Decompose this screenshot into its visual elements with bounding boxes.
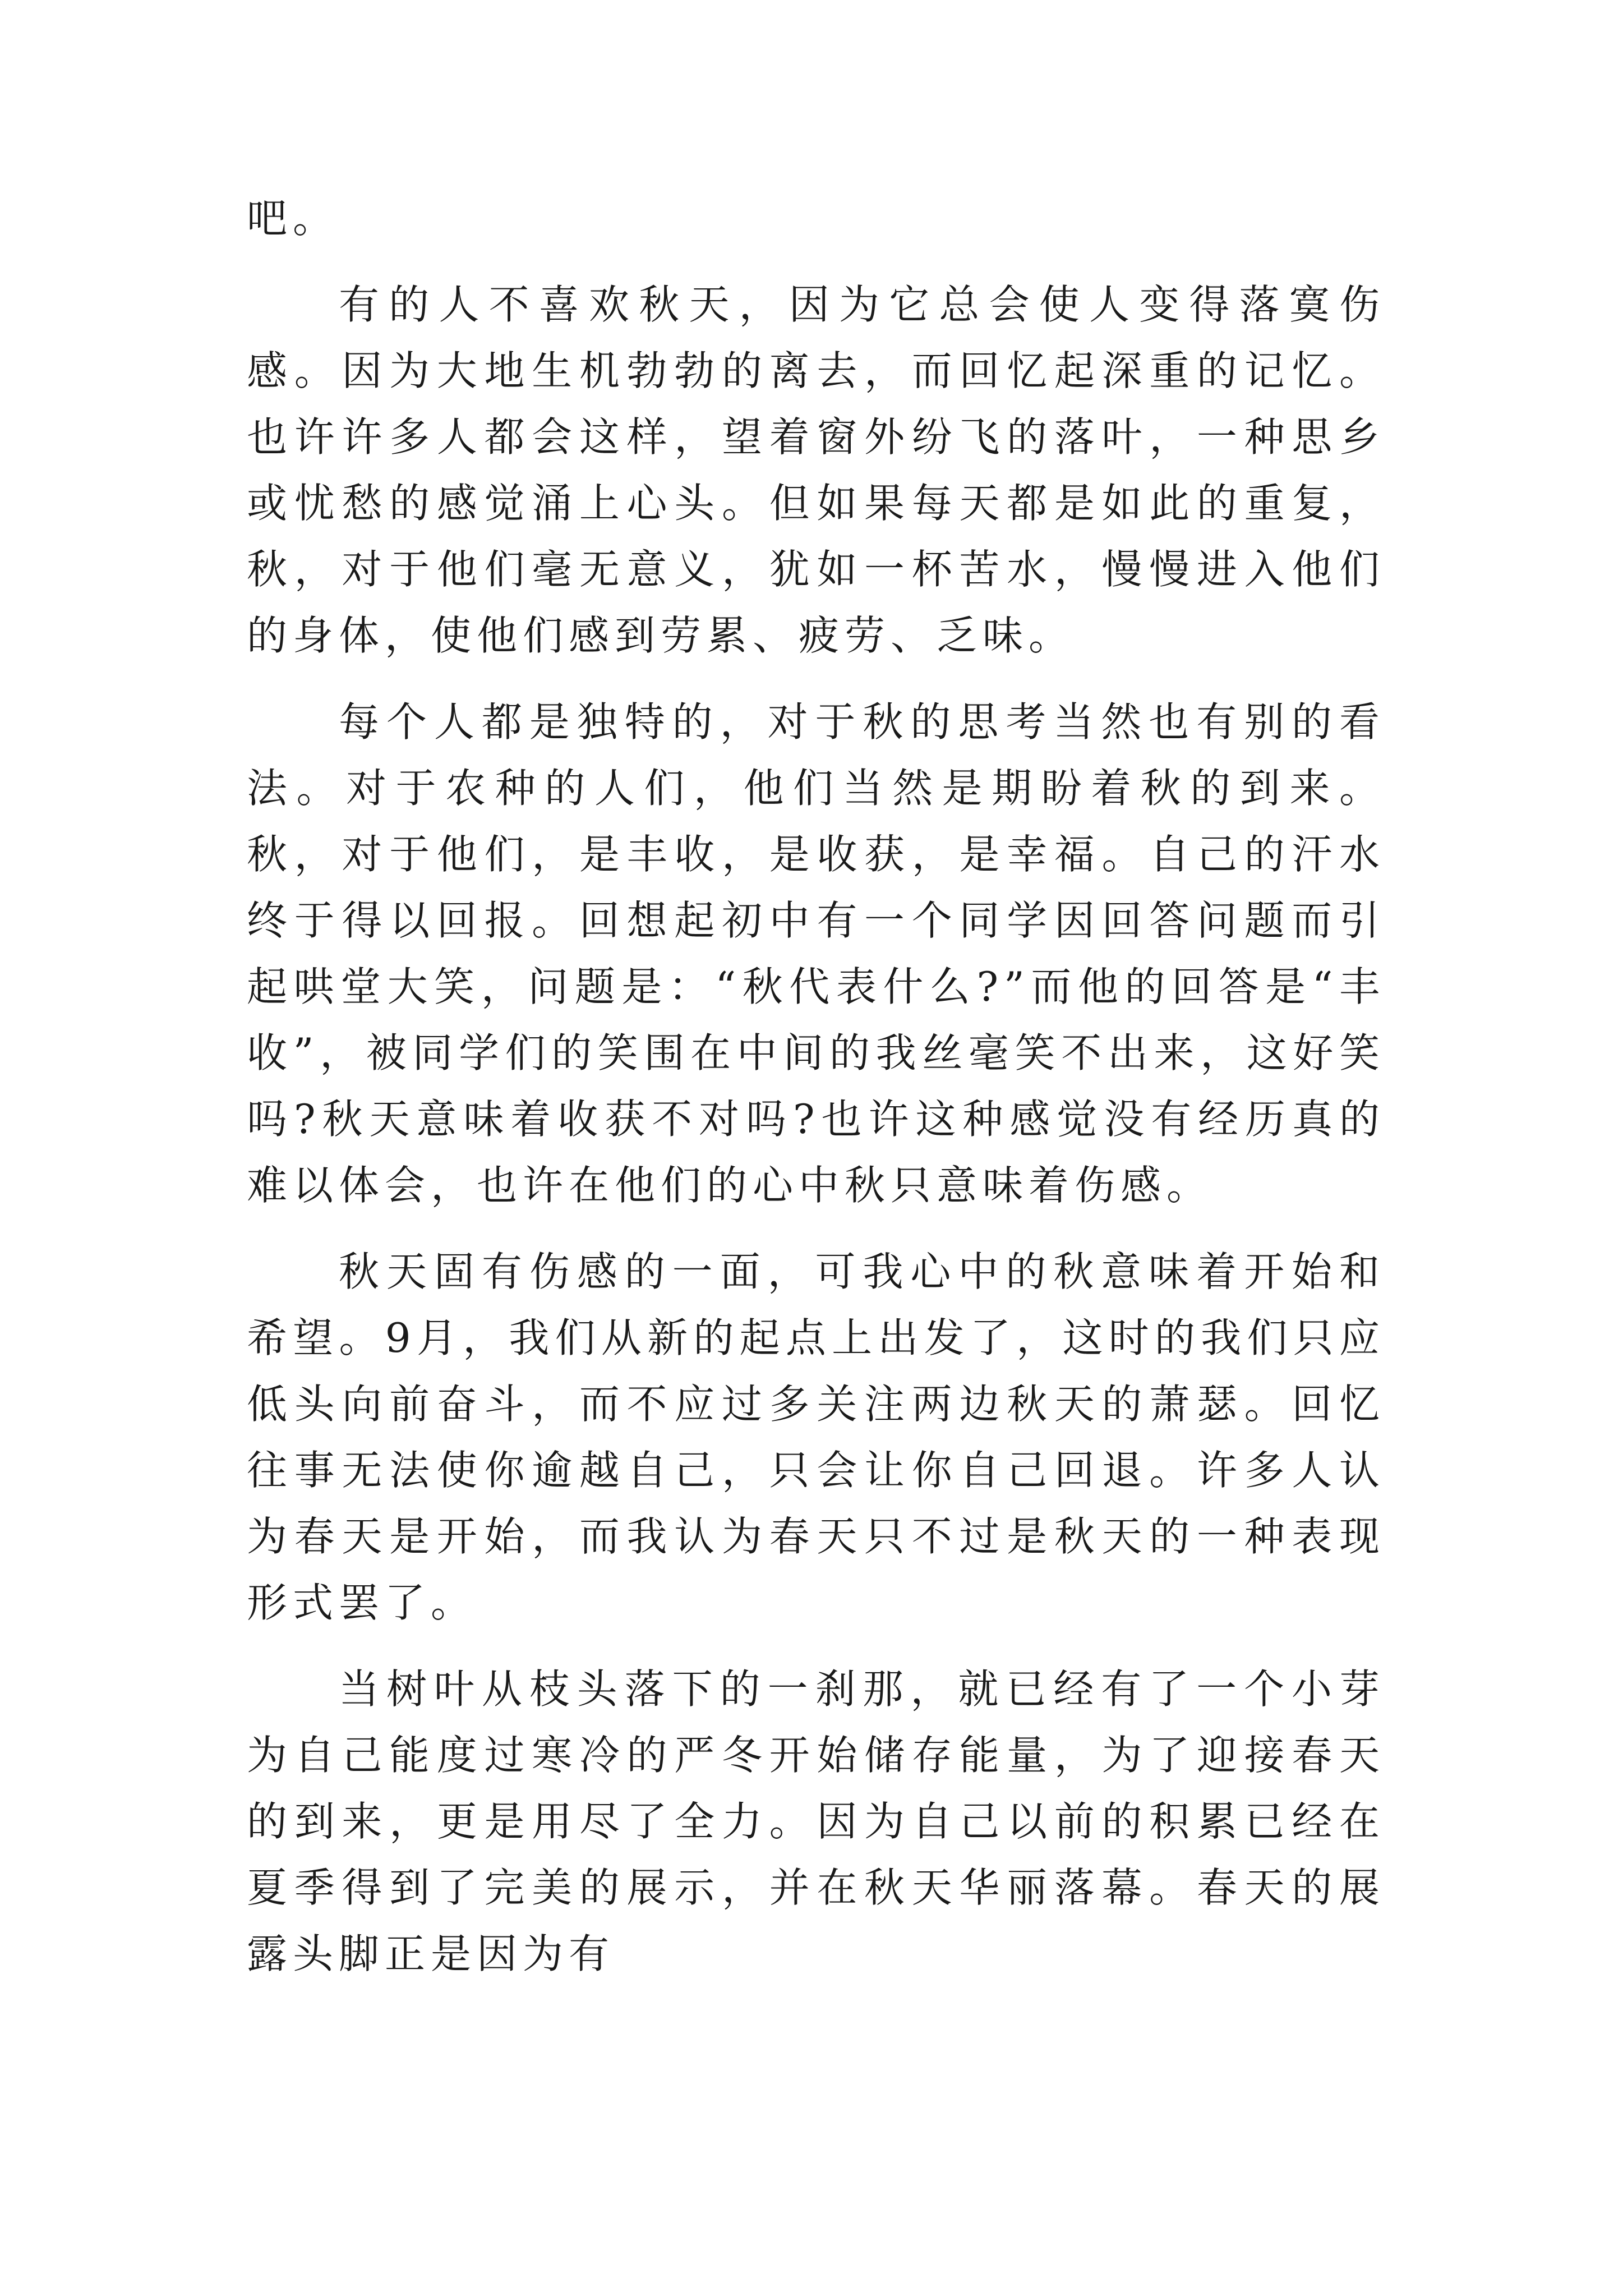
document-page xyxy=(247,185,1385,2007)
paragraph-1: 有的人不喜欢秋天，因为它总会使人变得落寞伤感。因为大地生机勃勃的离去，而回忆起深重的记忆。也许许多人都会这样，望着窗外纷飞的落叶，一种思乡或忧愁的感觉涌上心头。但如果每天都是如此的重复，秋，对于他们毫无意义，犹如一杯苦水，慢慢进入他们的身体，使他们感到劳累、疲劳、乏味。 xyxy=(247,281,1385,659)
paragraph-2: 每个人都是独特的，对于秋的思考当然也有别的看法。对于农种的人们，他们当然是期盼着秋的到来。秋，对于他们，是丰收，是收获，是幸福。自己的汗水终于得以回报。回想起初中有一个同学因回答问题而引起哄堂大笑，问题是：“秋代表什么?”而他的回答是“丰收”，被同学们的笑围在中间的我丝毫笑不出来，这好笑吗?秋天意味着收获不对吗?也许这种感觉没有经历真的难以体会，也许在他们的心中秋只意味着伤感。 xyxy=(247,698,1385,1209)
paragraph-continuation: 吧。 xyxy=(247,195,339,242)
paragraph-3: 秋天固有伤感的一面，可我心中的秋意味着开始和希望。9月，我们从新的起点上出发了，这时的我们只应低头向前奋斗，而不应过多关注两边秋天的萧瑟。回忆往事无法使你逾越自己，只会让你自己回退。许多人认为春天是开始，而我认为春天只不过是秋天的一种表现形式罢了。 xyxy=(247,1248,1385,1626)
paragraph-4: 当树叶从枝头落下的一刹那，就已经有了一个小芽为自己能度过寒冷的严冬开始储存能量，为了迎接春天的到来，更是用尽了全力。因为自己以前的积累已经在夏季得到了完美的展示，并在秋天华丽落幕。春天的展露头脚正是因为有 xyxy=(247,1665,1385,1977)
